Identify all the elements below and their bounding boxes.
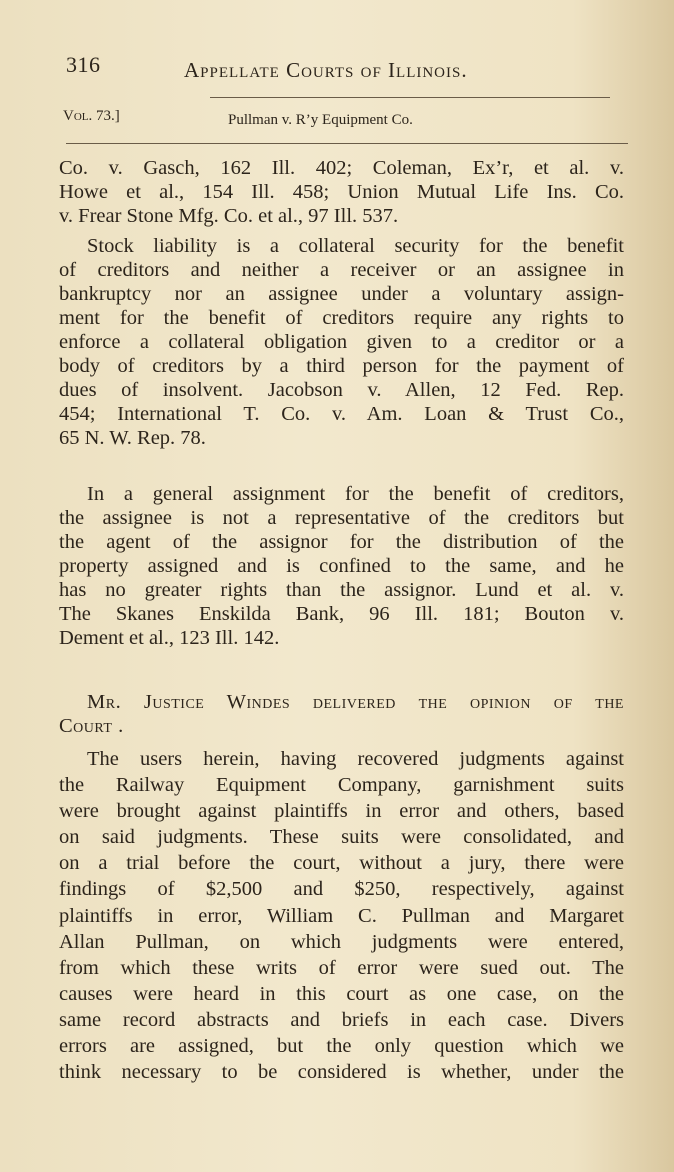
text-line: Stock liability is a collateral security for the benefit — [87, 235, 624, 257]
text-line: think necessary to be considered is whether, under the — [59, 1061, 624, 1084]
text-line: Court . — [59, 715, 124, 737]
text-line: Mr. Justice Windes delivered the opinion of the — [87, 691, 624, 713]
text-line: the assignee is not a representative of the creditors but — [59, 507, 624, 529]
opinion-heading — [59, 690, 624, 738]
text-line: body of creditors by a third person for the payment of — [59, 355, 624, 377]
text-line: errors are assigned, but the only question which we — [59, 1035, 624, 1058]
text-line: 454; International T. Co. v. Am. Loan & Trust Co., — [59, 403, 624, 425]
text-line: 65 N. W. Rep. 78. — [59, 427, 206, 449]
text-line: of creditors and neither a receiver or an assignee in — [59, 259, 624, 281]
text-line: has no greater rights than the assignor. Lund et al. v. — [59, 579, 624, 601]
text-line: Dement et al., 123 Ill. 142. — [59, 627, 280, 649]
text-line: Howe et al., 154 Ill. 458; Union Mutual Life Ins. Co. — [59, 181, 624, 203]
header-rule — [210, 97, 610, 98]
paragraph-stock-liability — [59, 234, 624, 450]
text-line: on said judgments. These suits were consolidated, and — [59, 826, 624, 849]
text-line: plaintiffs in error, William C. Pullman and Margaret — [59, 904, 624, 927]
text-line: the agent of the assignor for the distribution of the — [59, 531, 624, 553]
text-line: Co. v. Gasch, 162 Ill. 402; Coleman, Ex’r, et al. v. — [59, 157, 624, 179]
text-line: enforce a collateral obligation given to a creditor or a — [59, 331, 624, 353]
text-line: Allan Pullman, on which judgments were entered, — [59, 930, 624, 953]
text-line: The users herein, having recovered judgments against — [87, 748, 624, 770]
paragraph-general-assignment — [59, 482, 624, 650]
text-line: property assigned and is confined to the same, and he — [59, 555, 624, 577]
text-line: findings of $2,500 and $250, respectively, against — [59, 878, 624, 901]
page-number: 316 — [66, 52, 101, 77]
volume-label: Vol. 73.] — [63, 108, 120, 124]
text-line: The Skanes Enskilda Bank, 96 Ill. 181; Bouton v. — [59, 603, 624, 625]
text-line: on a trial before the court, without a jury, there were — [59, 852, 624, 875]
text-line: the Railway Equipment Company, garnishment suits — [59, 774, 624, 797]
paragraph-opinion — [59, 746, 624, 1085]
text-line: bankruptcy nor an assignee under a voluntary assign- — [59, 283, 624, 305]
paragraph-citations — [59, 156, 624, 228]
case-name: Pullman v. R’y Equipment Co. — [228, 112, 413, 128]
text-line: In a general assignment for the benefit of creditors, — [87, 483, 624, 505]
text-line: were brought against plaintiffs in error and others, based — [59, 800, 624, 823]
text-line: causes were heard in this court as one case, on the — [59, 982, 624, 1005]
header-rule-lower — [66, 143, 628, 144]
text-line: ment for the benefit of creditors require any rights to — [59, 307, 624, 329]
running-title: Appellate Courts of Illinois. — [184, 58, 468, 82]
text-line: v. Frear Stone Mfg. Co. et al., 97 Ill. 537. — [59, 205, 399, 227]
text-line: dues of insolvent. Jacobson v. Allen, 12 Fed. Rep. — [59, 379, 624, 401]
text-line: from which these writs of error were sued out. The — [59, 956, 624, 979]
text-line: same record abstracts and briefs in each case. Divers — [59, 1008, 624, 1031]
